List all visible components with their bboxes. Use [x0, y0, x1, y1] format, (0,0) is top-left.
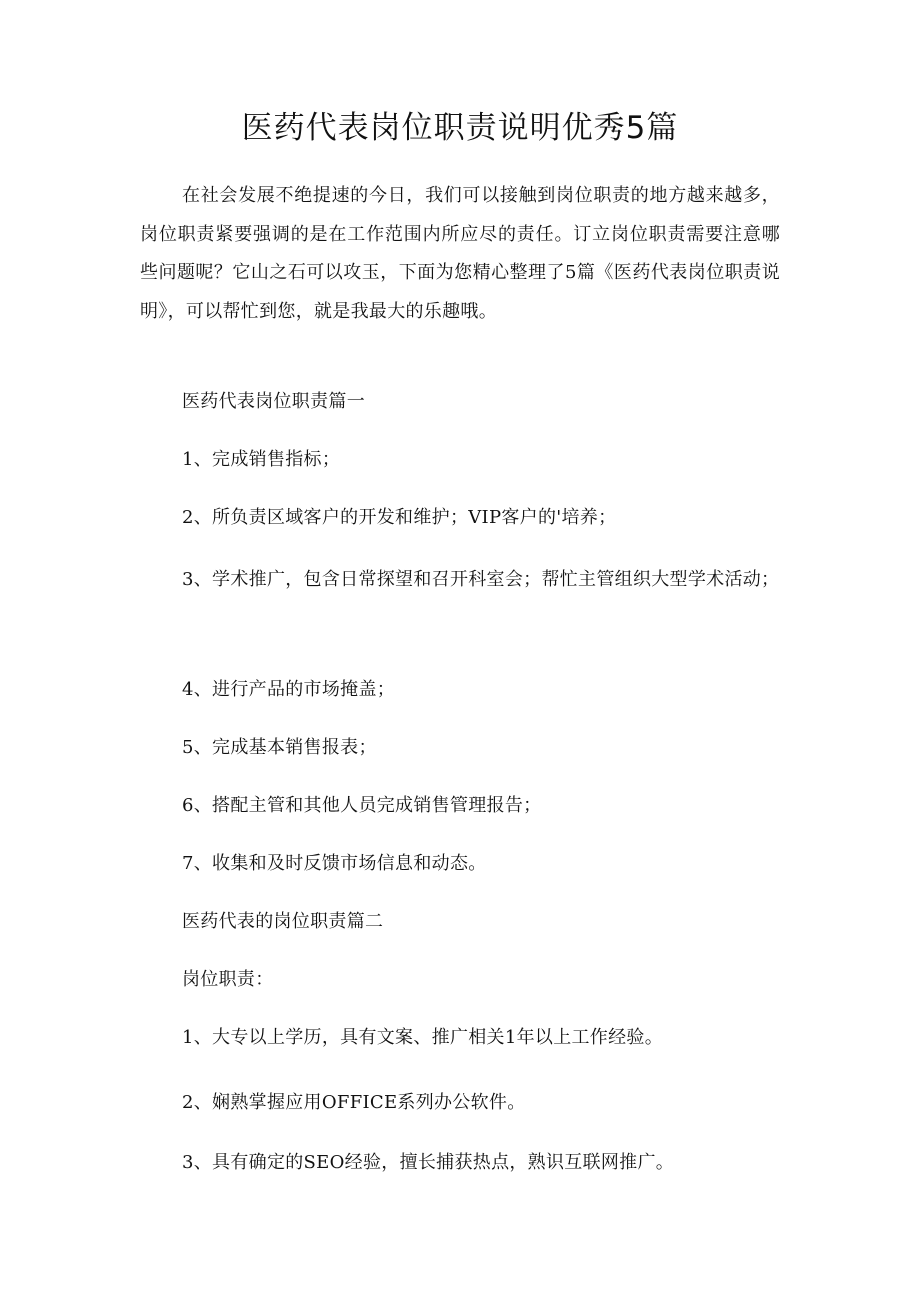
section2-item-3: 3、具有确定的SEO经验，擅长捕获热点，熟识互联网推广。: [182, 1152, 675, 1173]
intro-paragraph: 在社会发展不绝提速的今日，我们可以接触到岗位职责的地方越来越多，岗位职责紧要强调的是在工作范围内所应尽的责任。订立岗位职责需要注意哪些问题呢？它山之石可以攻玉，下面为您精心整理了5篇《医药代表岗位职责说明》，可以帮忙到您，就是我最大的乐趣哦。: [140, 185, 780, 322]
section1-item-4: 4、进行产品的市场掩盖；: [182, 679, 396, 700]
section2-item-2: 2、娴熟掌握应用OFFICE系列办公软件。: [182, 1092, 526, 1113]
section2-item-1: 1、大专以上学历，具有文案、推广相关1年以上工作经验。: [182, 1027, 664, 1048]
section1-item-7: 7、收集和及时反馈市场信息和动态。: [182, 853, 487, 874]
section2-heading: 医药代表的岗位职责篇二: [182, 911, 384, 932]
section1-item-6: 6、搭配主管和其他人员完成销售管理报告；: [182, 795, 542, 816]
section1-heading: 医药代表岗位职责篇一: [182, 391, 365, 412]
section1-item-1: 1、完成销售指标；: [182, 449, 341, 470]
section2-subheading: 岗位职责：: [182, 969, 274, 990]
section1-item-2: 2、所负责区域客户的开发和维护；VIP客户的'培养；: [182, 507, 617, 528]
section1-item-5: 5、完成基本销售报表；: [182, 737, 377, 758]
section1-item-3: 3、学术推广，包含日常探望和召开科室会；帮忙主管组织大型学术活动；: [182, 569, 780, 590]
document-title: 医药代表岗位职责说明优秀5篇: [241, 110, 679, 146]
